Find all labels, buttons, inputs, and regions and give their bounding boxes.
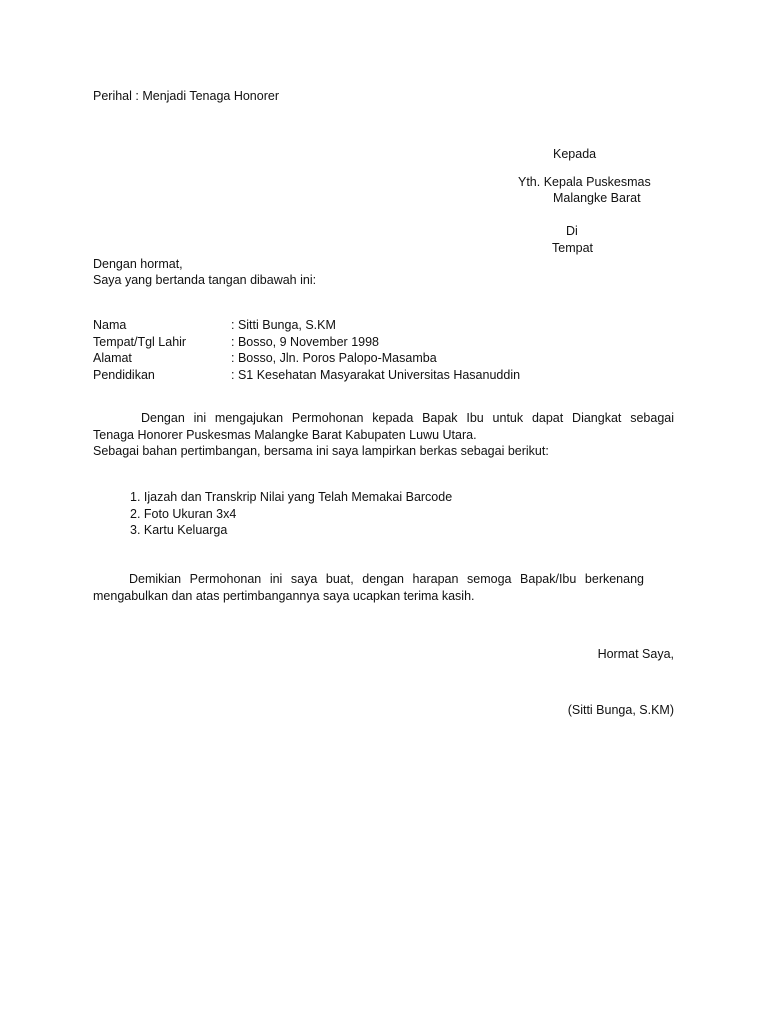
recipient-line-2: Malangke Barat xyxy=(553,191,641,205)
sign-off: Hormat Saya, xyxy=(597,647,674,661)
list-item: 2. Foto Ukuran 3x4 xyxy=(130,506,237,521)
identity-row xyxy=(93,317,520,334)
identity-row xyxy=(93,350,520,367)
intro-text: Saya yang bertanda tangan dibawah ini: xyxy=(93,273,317,287)
closing-paragraph xyxy=(93,571,644,604)
identity-value: : Bosso, 9 November 1998 xyxy=(231,334,379,349)
identity-value: : S1 Kesehatan Masyarakat Universitas Hasanuddin xyxy=(231,367,521,382)
identity-row xyxy=(93,334,520,351)
identity-value: : Sitti Bunga, S.KM xyxy=(231,318,336,332)
greeting: Dengan hormat, xyxy=(93,257,183,271)
attachment-list xyxy=(130,489,452,539)
request-paragraph-line-2: Tenaga Honorer Puskesmas Malangke Barat Kabupaten Luwu Utara. xyxy=(93,427,477,442)
identity-row xyxy=(93,367,520,384)
identity-label: Nama xyxy=(93,318,127,332)
identity-label: Tempat/Tgl Lahir xyxy=(93,334,187,349)
subject-line: Perihal : Menjadi Tenaga Honorer xyxy=(93,89,279,103)
request-paragraph-line-1: Dengan ini mengajukan Permohonan kepada Bapak Ibu untuk dapat Diangkat sebagai xyxy=(141,411,674,425)
attachment-intro: Sebagai bahan pertimbangan, bersama ini saya lampirkan berkas sebagai berikut: xyxy=(93,444,549,458)
identity-label: Alamat xyxy=(93,351,132,365)
closing-paragraph-line-1: Demikian Permohonan ini saya buat, dengan harapan semoga Bapak/Ibu berkenang xyxy=(129,572,644,586)
recipient-place: Tempat xyxy=(552,241,593,255)
list-item: 1. Ijazah dan Transkrip Nilai yang Telah Memakai Barcode xyxy=(130,490,453,504)
list-item: 3. Kartu Keluarga xyxy=(130,523,228,537)
identity-table xyxy=(93,317,520,383)
recipient-to-label: Kepada xyxy=(553,147,597,161)
signature-name: (Sitti Bunga, S.KM) xyxy=(567,703,674,717)
recipient-line-1: Yth. Kepala Puskesmas xyxy=(518,175,651,189)
request-paragraph xyxy=(93,410,674,443)
closing-paragraph-line-2: mengabulkan dan atas pertimbangannya saya ucapkan terima kasih. xyxy=(93,588,475,603)
identity-label: Pendidikan xyxy=(93,367,155,382)
recipient-di: Di xyxy=(566,224,578,238)
identity-value: : Bosso, Jln. Poros Palopo-Masamba xyxy=(231,351,437,365)
